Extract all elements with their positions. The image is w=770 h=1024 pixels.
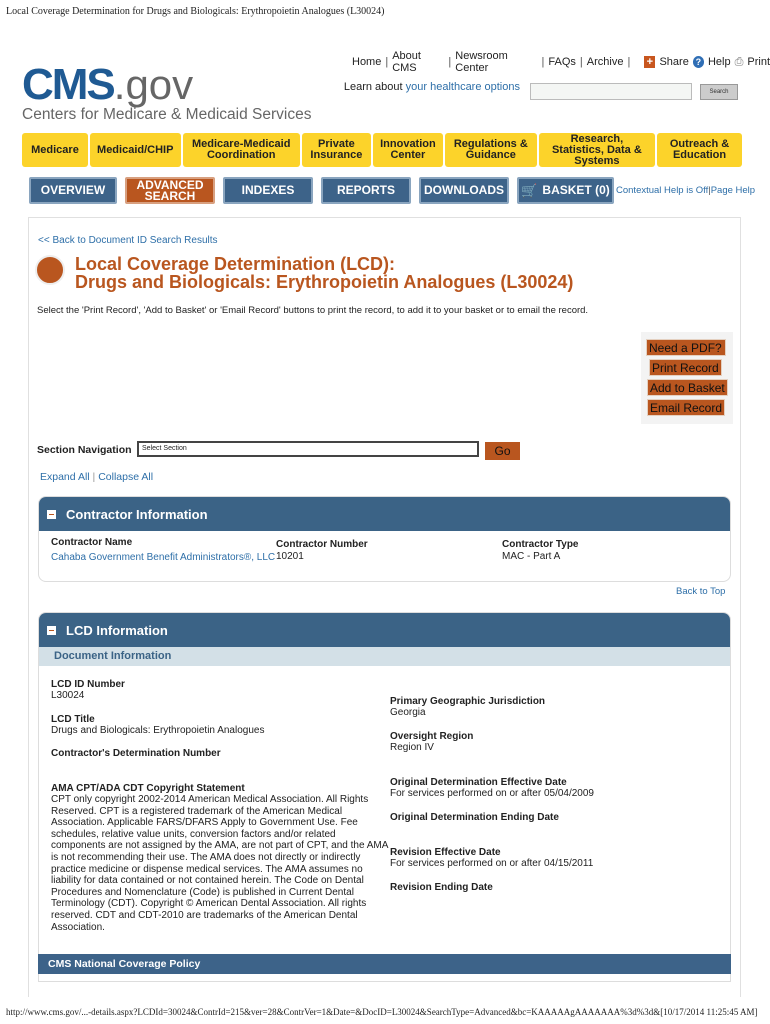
need-pdf-button[interactable]: Need a PDF? xyxy=(646,339,726,356)
separator: | xyxy=(92,471,96,483)
logo-gov: .gov xyxy=(113,61,194,108)
contractor-name-link[interactable]: Cahaba Government Benefit Administrators®, LLC xyxy=(51,552,276,563)
email-record-button[interactable]: Email Record xyxy=(647,399,725,416)
determination-number-label: Contractor's Determination Number xyxy=(51,748,221,759)
lcd-id: L30024 xyxy=(51,690,85,701)
separator: | xyxy=(541,56,545,68)
go-button[interactable]: Go xyxy=(485,442,520,460)
region-label: Oversight Region xyxy=(390,731,474,742)
logo-subtitle: Centers for Medicare & Medicaid Services xyxy=(22,106,312,123)
tab-basket[interactable] xyxy=(517,177,614,204)
contractor-type-label: Contractor Type xyxy=(502,539,579,550)
lcd-heading: LCD Information xyxy=(66,622,168,638)
title-line-1: Local Coverage Determination (LCD): xyxy=(75,254,396,274)
share-link[interactable]: Share xyxy=(659,56,689,68)
link-home[interactable]: Home xyxy=(352,56,382,68)
title-line-2: Drugs and Biologicals: Erythropoietin Analogues (L30024) xyxy=(75,272,574,292)
contractor-header[interactable] xyxy=(39,497,730,531)
revision-ending-label: Revision Ending Date xyxy=(390,882,493,893)
lcd-panel xyxy=(38,612,731,982)
orig-effective-date: For services performed on or after 05/04/2009 xyxy=(390,788,594,799)
main-nav xyxy=(22,133,742,167)
lcd-title: Drugs and Biologicals: Erythropoietin Analogues xyxy=(51,725,265,736)
separator: | xyxy=(579,56,583,68)
learn-about xyxy=(344,81,520,93)
print-icon[interactable]: ⎙ xyxy=(734,55,744,68)
separator: | xyxy=(385,56,389,68)
utility-links xyxy=(352,50,770,74)
healthcare-options-link[interactable]: your healthcare options xyxy=(405,81,520,93)
basket-icon: 🛒 xyxy=(521,183,538,198)
collapse-icon[interactable] xyxy=(47,510,56,519)
window-title: Local Coverage Determination for Drugs and Biologicals: Erythropoietin Analogues (L30024) xyxy=(6,6,385,17)
expand-collapse xyxy=(40,471,153,483)
tab-advanced-search[interactable]: ADVANCED SEARCH xyxy=(125,177,215,204)
search-input[interactable] xyxy=(530,83,692,100)
lcd-header[interactable] xyxy=(39,613,730,647)
copyright-label: AMA CPT/ADA CDT Copyright Statement xyxy=(51,783,245,794)
expand-all-link[interactable]: Expand All xyxy=(40,471,90,483)
nav-regulations[interactable]: Regulations & Guidance xyxy=(445,133,537,167)
contractor-heading: Contractor Information xyxy=(66,506,208,522)
page-title xyxy=(75,255,573,291)
tab-reports[interactable]: REPORTS xyxy=(321,177,411,204)
nav-outreach[interactable]: Outreach & Education xyxy=(657,133,742,167)
contextual-help-toggle[interactable]: Contextual Help is Off xyxy=(616,185,709,196)
add-to-basket-button[interactable]: Add to Basket xyxy=(647,379,728,396)
document-icon xyxy=(35,255,65,285)
cms-logo[interactable] xyxy=(22,60,311,124)
intro-text: Select the 'Print Record', 'Add to Basket' or 'Email Record' buttons to print the record, to add it to your basket or to email the record. xyxy=(37,305,589,316)
orig-ending-label: Original Determination Ending Date xyxy=(390,812,559,823)
lcd-title-label: LCD Title xyxy=(51,714,95,725)
help-toggles xyxy=(616,185,755,196)
ncp-subheading[interactable]: CMS National Coverage Policy xyxy=(38,954,731,974)
help-icon[interactable]: ? xyxy=(693,56,704,68)
print-link[interactable]: Print xyxy=(747,56,770,68)
tab-overview[interactable]: OVERVIEW xyxy=(29,177,117,204)
nav-medicare[interactable]: Medicare xyxy=(22,133,88,167)
link-archive[interactable]: Archive xyxy=(586,56,624,68)
jurisdiction: Georgia xyxy=(390,707,426,718)
collapse-all-link[interactable]: Collapse All xyxy=(98,471,154,483)
contractor-number: 10201 xyxy=(276,551,304,562)
nav-innovation[interactable]: Innovation Center xyxy=(373,133,443,167)
separator: | xyxy=(627,56,631,68)
jurisdiction-label: Primary Geographic Jurisdiction xyxy=(390,696,546,707)
collapse-icon[interactable] xyxy=(47,626,56,635)
copyright-text: CPT only copyright 2002-2014 American Medical Association. All Rights Reserved. CPT is a registered trademark of the American Medical Association. Applicable FARS/DFARS Apply to Government Use. Fee schedules, relative value units, conversion factors and/or related components are not assigned by the AMA, are not part of CPT, and the AMA is not recommending their use. The AMA does not directly or indirectly practice medicine or dispense medical services. The AMA assumes no liability for data contained or not contained herein. The Code on Dental Procedures and Nomenclature (Code) is published in Current Dental Terminology (CDT). Copyright © American Dental Association. All rights reserved. CDT and CDT-2010 are trademarks of the American Dental Association. xyxy=(51,794,388,933)
nav-medicare-medicaid[interactable]: Medicare-Medicaid Coordination xyxy=(183,133,300,167)
logo-cms: CMS xyxy=(22,60,114,109)
print-record-button[interactable]: Print Record xyxy=(649,359,722,376)
learn-prefix: Learn about xyxy=(343,81,403,93)
document-information-subheading: Document Information xyxy=(39,647,730,666)
record-actions xyxy=(641,332,733,424)
link-newsroom[interactable]: Newsroom Center xyxy=(455,50,508,74)
nav-private-insurance[interactable]: Private Insurance xyxy=(302,133,371,167)
nav-medicaid-chip[interactable]: Medicaid/CHIP xyxy=(90,133,181,167)
tab-indexes[interactable]: INDEXES xyxy=(223,177,313,204)
section-navigation-label: Section Navigation xyxy=(37,444,132,456)
separator: | xyxy=(448,56,452,68)
orig-effective-label: Original Determination Effective Date xyxy=(390,777,567,788)
revision-effective-date: For services performed on or after 04/15/2011 xyxy=(390,858,594,869)
tab-bar xyxy=(29,177,614,204)
footer-url: http://www.cms.gov/...-details.aspx?LCDId=30024&ContrId=215&ver=28&ContrVer=1&Date=&DocID=L30024&SearchType=Advanced&bc=KAAAAAgAAAAAAA%3d%3d&[10/17/2014 11:25:45 AM] xyxy=(6,1007,758,1017)
lcd-id-label: LCD ID Number xyxy=(51,679,125,690)
back-to-top-link[interactable]: Back to Top xyxy=(676,586,726,597)
section-select[interactable]: Select Section xyxy=(137,441,479,457)
back-to-results-link[interactable]: << Back to Document ID Search Results xyxy=(38,235,218,246)
contractor-type: MAC - Part A xyxy=(502,551,561,562)
revision-effective-label: Revision Effective Date xyxy=(390,847,501,858)
contractor-number-label: Contractor Number xyxy=(276,539,368,550)
basket-label: BASKET (0) xyxy=(542,183,610,197)
nav-research[interactable]: Research, Statistics, Data & Systems xyxy=(539,133,655,167)
tab-downloads[interactable]: DOWNLOADS xyxy=(419,177,509,204)
search-button[interactable]: Search xyxy=(700,84,738,100)
link-about[interactable]: About CMS xyxy=(392,50,421,74)
page-help-link[interactable]: Page Help xyxy=(710,185,756,196)
share-icon[interactable]: + xyxy=(644,56,655,68)
link-faqs[interactable]: FAQs xyxy=(548,56,576,68)
separator: | xyxy=(708,185,711,196)
contractor-name-label: Contractor Name xyxy=(51,537,133,548)
region: Region IV xyxy=(390,742,434,753)
contractor-panel xyxy=(38,496,731,582)
help-link[interactable]: Help xyxy=(707,56,731,68)
